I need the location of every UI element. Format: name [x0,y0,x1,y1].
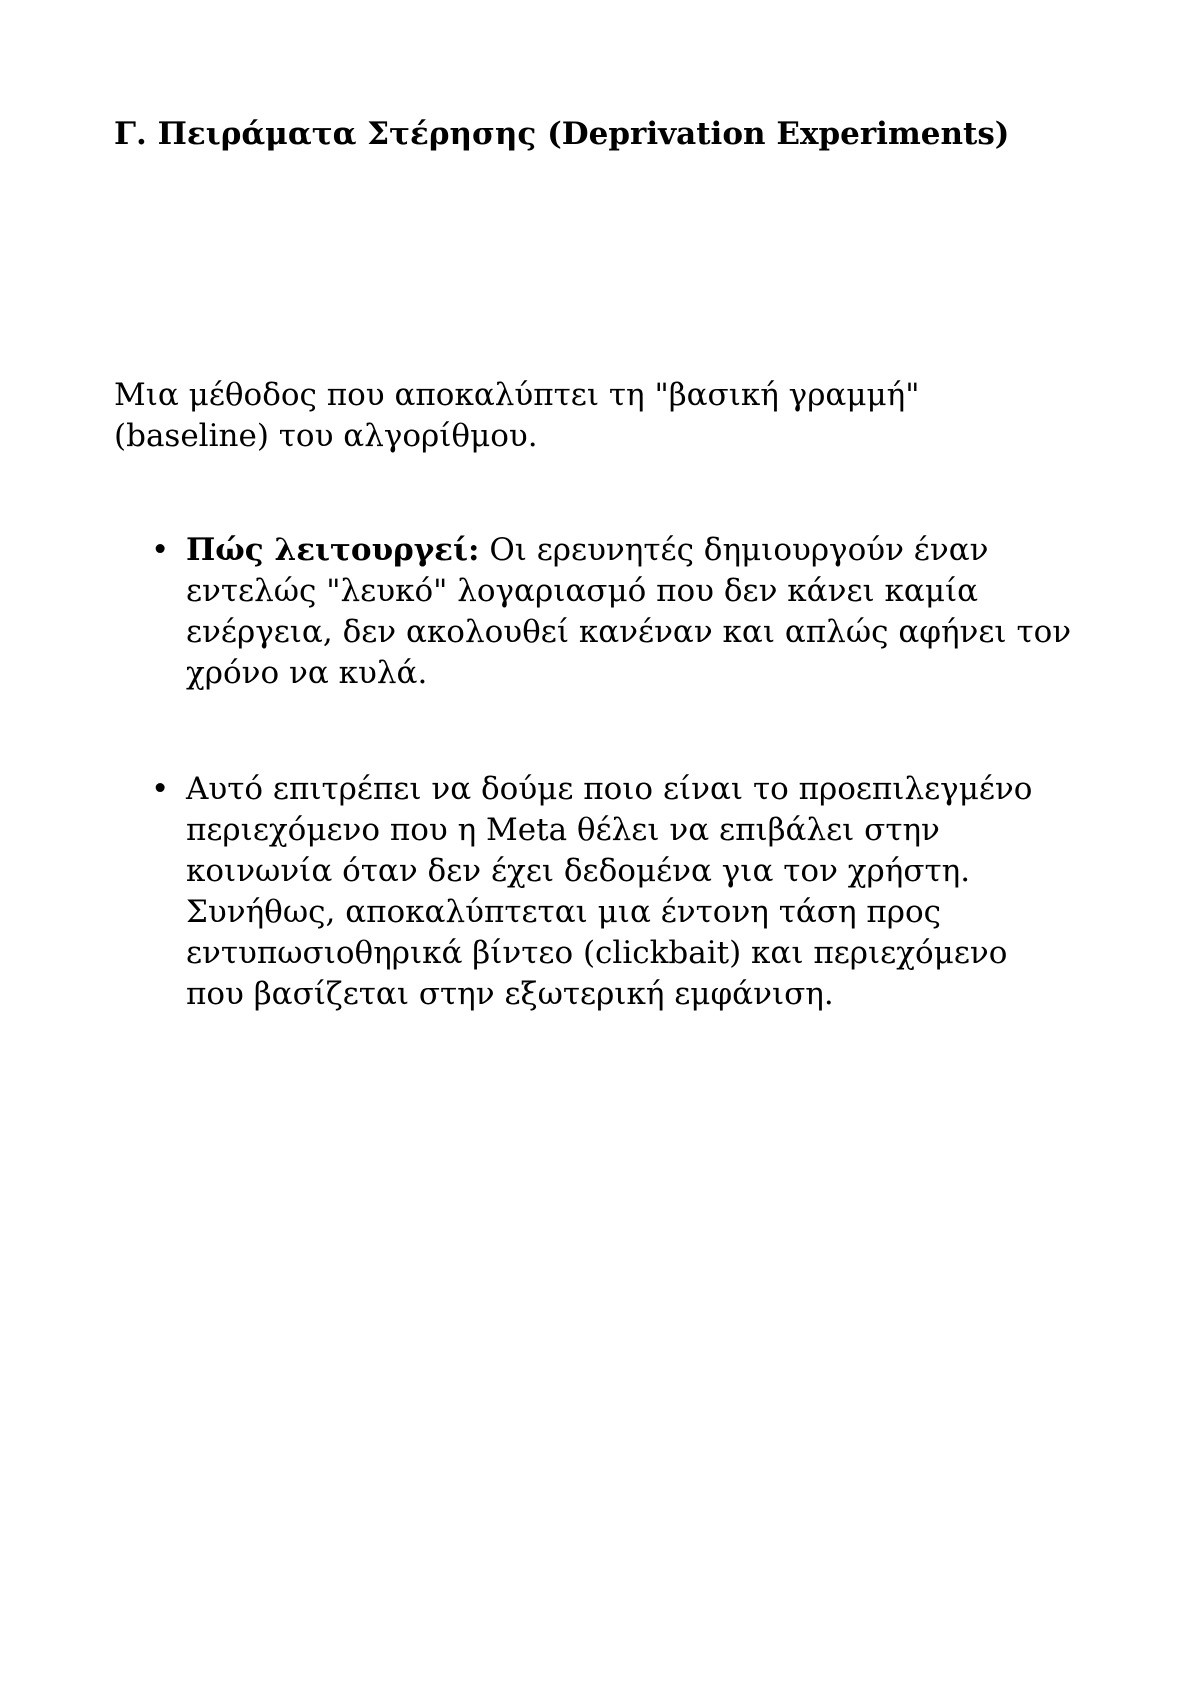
list-item [114,769,1074,1015]
list-item-lead: Πώς λειτουργεί: [186,532,480,568]
bullet-marker: • [151,771,170,807]
section-heading: Γ. Πειράματα Στέρησης (Deprivation Experiments) [114,116,1010,152]
list-item-text: Οι ερευνητές δημιουργούν έναν εντελώς "λευκό" λογαριασμό που δεν κάνει καμία ενέργεια, δεν ακολουθεί κανέναν και απλώς αφήνει τον χρόνο να κυλά. [186,532,1072,691]
list-item-text: Αυτό επιτρέπει να δούμε ποιο είναι το προεπιλεγμένο περιεχόμενο που η Meta θέλει να επιβάλει στην κοινωνία όταν δεν έχει δεδομένα για τον χρήστη. Συνήθως, αποκαλύπτεται μια έντονη τάση προς εντυπωσιοθηρικά βίντεο (clickbait) και περιεχόμενο που βασίζεται στην εξωτερική εμφάνιση. [186,771,1033,1012]
list-item [114,530,1074,694]
intro-paragraph: Μια μέθοδος που αποκαλύπτει τη "βασική γραμμή" (baseline) του αλγορίθμου. [114,377,920,454]
bullet-marker: • [151,532,170,568]
bullet-list [114,530,1074,1015]
